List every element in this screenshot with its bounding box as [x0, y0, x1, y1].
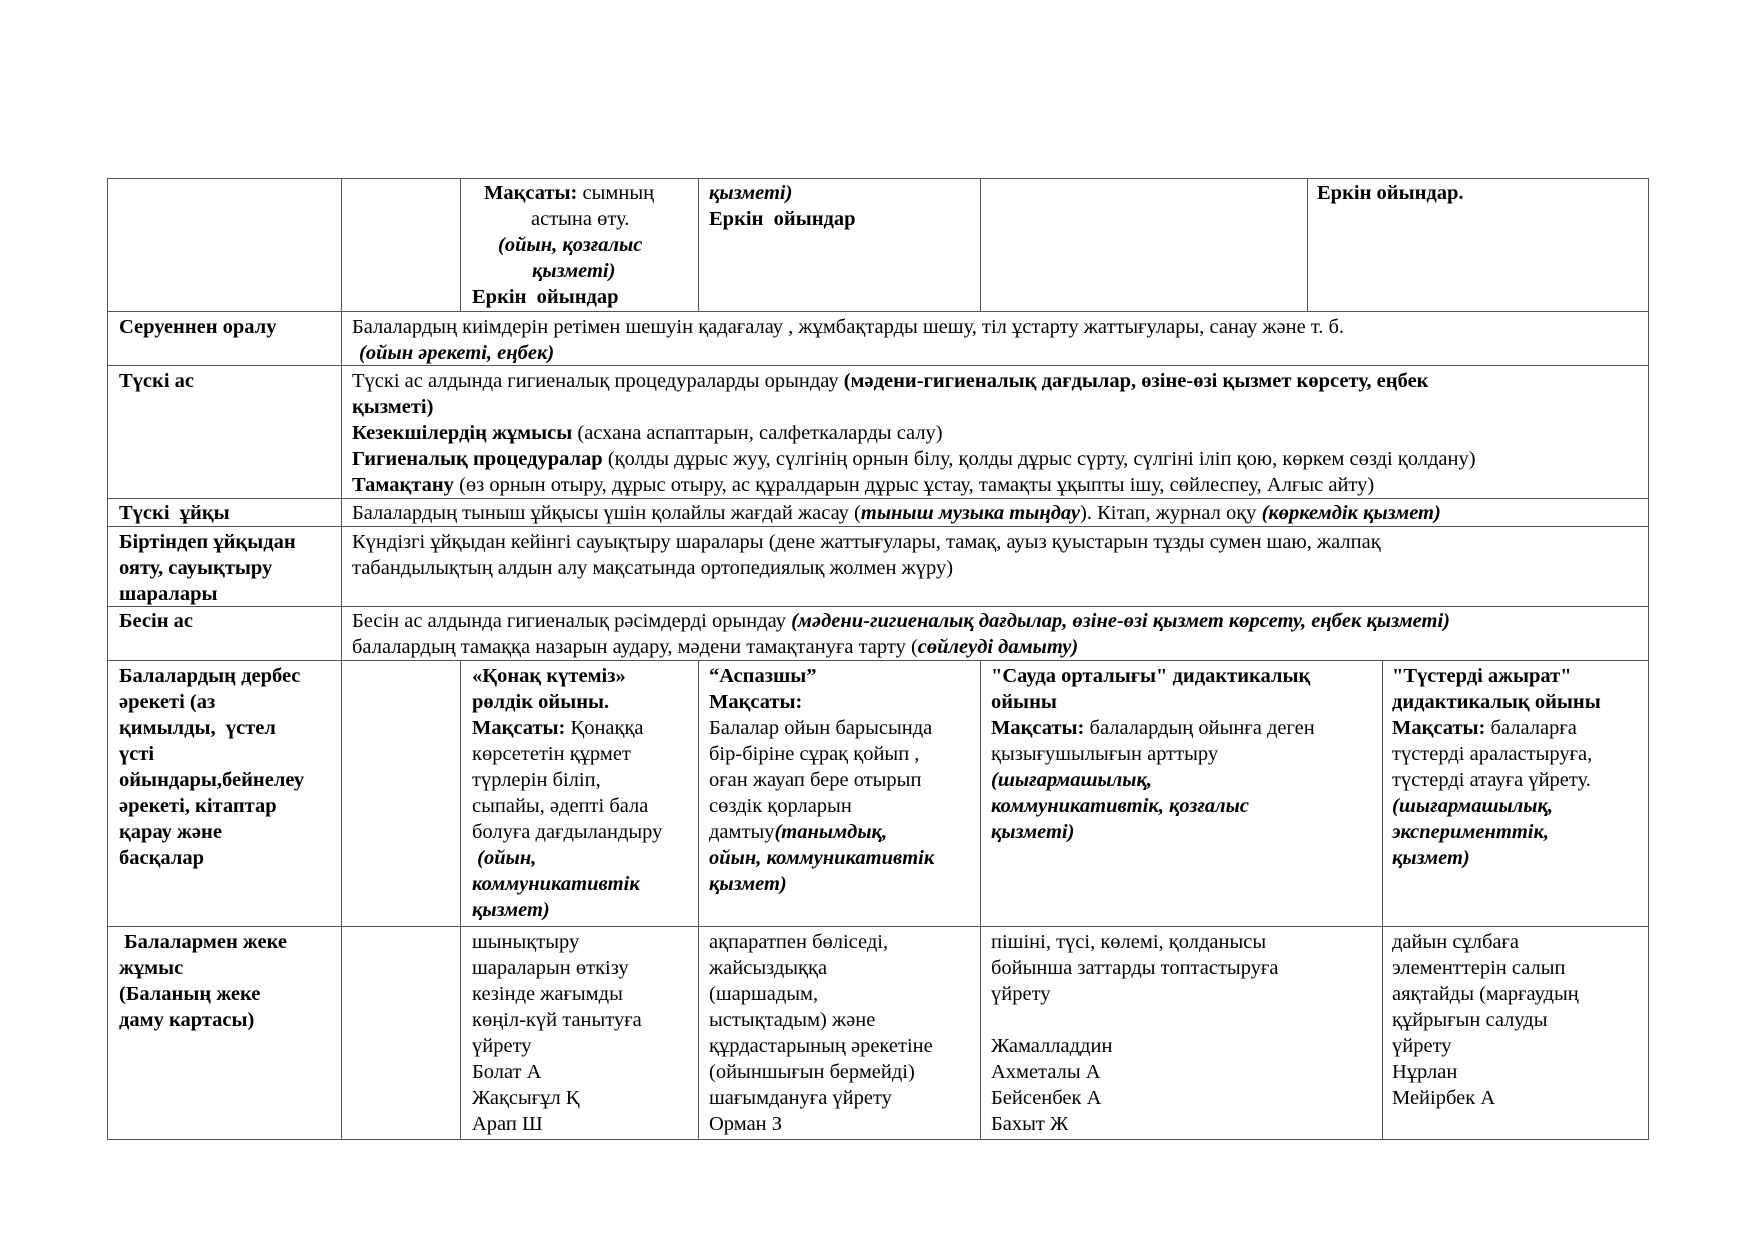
- activity-line: қызметі): [709, 182, 793, 204]
- lunch-line-1: Түскі ас алдында гигиеналық процедураларды орындау (мәдени-гигиеналық дағдылар, өзіне-өзі қызмет көрсету, еңбек: [352, 370, 1429, 392]
- aim-text: көрсететін құрмет: [472, 743, 631, 765]
- child-name: Арап Ш: [472, 1113, 543, 1135]
- child-name: Ахметалы А: [991, 1061, 1101, 1083]
- lunch-eating-line: Тамақтану (өз орнын отыру, дұрыс отыру, ас құралдарын дұрыс ұстау, тамақты ұқыпты ішу, сөйлеспеу, Алғыс айту): [352, 474, 1375, 496]
- child-name: Бейсенбек А: [991, 1087, 1102, 1109]
- activity-line: (танымдық,: [774, 821, 888, 843]
- lunch-line-2: қызметі): [352, 396, 434, 418]
- activity-line: (ойын,: [472, 847, 537, 869]
- activity-line: (шығармашылық,: [1392, 795, 1554, 817]
- aim-text: түстерді араластыруға,: [1392, 743, 1593, 765]
- text-line: астына өту.: [531, 208, 630, 230]
- free-play-text: Еркін ойындар: [709, 208, 856, 230]
- aim-text: дамтыу: [709, 821, 775, 843]
- text-line: (ойыншығын бермейді): [709, 1061, 915, 1083]
- aim-text: түстерді атауға үйрету.: [1392, 769, 1591, 791]
- text-line: аяқтайды (марғаудың: [1392, 983, 1579, 1005]
- row-label-lunch: Түскі ас: [119, 370, 195, 392]
- free-play-text: Еркін ойындар.: [1317, 182, 1464, 204]
- row-label-nap: Түскі ұйқы: [119, 502, 230, 524]
- child-name: Орман З: [709, 1113, 783, 1135]
- activity-line: (ойын, қозғалыс: [498, 234, 643, 256]
- text-line: құйрығын салуды: [1392, 1009, 1548, 1031]
- aim-label: Мақсаты:: [472, 717, 566, 739]
- aim-text: Балалар ойын барысында: [709, 717, 933, 739]
- child-name: Мейірбек А: [1392, 1087, 1496, 1109]
- text-line: үйрету: [472, 1035, 532, 1057]
- text-line: (шаршадым,: [709, 983, 819, 1005]
- text-line: дайын сұлбаға: [1392, 931, 1519, 953]
- aim-text: қызығушылығын арттыру: [991, 743, 1219, 765]
- text-line: жайсыздыққа: [709, 957, 828, 979]
- text-line: шараларын өткізу: [472, 957, 629, 979]
- aim-text: оған жауап бере отырып: [709, 769, 922, 791]
- aim-label: Мақсаты:: [709, 691, 803, 713]
- child-name: Болат А: [472, 1061, 542, 1083]
- snack-line-2: балалардың тамаққа назарын аудару, мәдени тамақтануға тарту (сөйлеуді дамыту): [352, 636, 1079, 658]
- aim-text: сыпайы, әдепті бала: [472, 795, 649, 817]
- lunch-duty-line: Кезекшілердің жұмысы (асхана аспаптарын, салфеткаларды салу): [352, 422, 943, 444]
- child-name: Жақсығұл Қ: [472, 1087, 580, 1109]
- nap-text: Балалардың тыныш ұйқысы үшін қолайлы жағдай жасау (тыныш музыка тыңдау). Кітап, журнал оқу (көркемдік қызмет): [352, 502, 1441, 524]
- activity-line: қызмет): [1392, 847, 1470, 869]
- game-title: «Қонақ күтеміз»: [472, 665, 626, 687]
- activity-line: эксперименттік,: [1392, 821, 1549, 843]
- text-line: үйрету: [1392, 1035, 1452, 1057]
- text-line: шағымдануға үйрету: [709, 1087, 892, 1109]
- aim-text: бір-біріне сұрақ қойып ,: [709, 743, 920, 765]
- activity-line: қызметі): [991, 821, 1075, 843]
- text-line: пішіні, түсі, көлемі, қолданысы: [991, 931, 1267, 953]
- game-title: "Сауда орталығы" дидактикалық: [991, 665, 1311, 687]
- child-name: Жамалладдин: [991, 1035, 1113, 1057]
- game-title: дидактикалық ойыны: [1392, 691, 1601, 713]
- text-line: элементтерін салып: [1392, 957, 1566, 979]
- text-line: ыстықтадым) және: [709, 1009, 876, 1031]
- text-line: ақпаратпен бөліседі,: [709, 931, 889, 953]
- text-line: құрдастарының әрекетіне: [709, 1035, 933, 1057]
- lunch-hygiene-line: Гигиеналық процедуралар (қолды дұрыс жуу, сүлгінің орнын білу, қолды дұрыс сүрту, сүлгіні іліп қою, көркем сөзді қолдану): [352, 448, 1476, 470]
- activity-line: коммуникативтік: [472, 873, 640, 895]
- activity-line: коммуникативтік, қозғалыс: [991, 795, 1249, 817]
- activity-line: қызмет): [472, 899, 550, 921]
- game-title: рөлдік ойыны.: [472, 691, 610, 713]
- wakeup-text-line: табандылықтың алдын алу мақсатында ортопедиялық жолмен жүру): [352, 557, 954, 579]
- aim-text: болуға дағдыландыру: [472, 821, 663, 843]
- activity-line: ойын, коммуникативтік: [709, 847, 935, 869]
- text-line: бойынша заттарды топтастыруға: [991, 957, 1279, 979]
- aim-text: сөздік қорларын: [709, 795, 852, 817]
- activity-line: қызметі): [532, 260, 616, 282]
- snack-line-1: Бесін ас алдында гигиеналық рәсімдерді орындау (мәдени-гигиеналық дағдылар, өзіне-өзі қызмет көрсету, еңбек қызметі): [352, 610, 1450, 632]
- game-title: “Аспазшы”: [709, 665, 817, 687]
- row-label-snack: Бесін ас: [119, 610, 193, 632]
- text-line: көңіл-күй танытуға: [472, 1009, 642, 1031]
- text-line: үйрету: [991, 983, 1051, 1005]
- game-title: "Түстерді ажырат": [1392, 665, 1572, 687]
- aim-label: Мақсаты:: [991, 717, 1085, 739]
- wakeup-text-line: Күндізгі ұйқыдан кейінгі сауықтыру шаралары (дене жаттығулары, тамақ, ауыз қуыстарын тұзды сумен шаю, жалпақ: [352, 531, 1381, 553]
- aim-label: Мақсаты:: [484, 182, 578, 204]
- text-line: шынықтыру: [472, 931, 580, 953]
- row-label-walk-return: Серуеннен оралу: [119, 316, 277, 338]
- aim-label: Мақсаты:: [1392, 717, 1486, 739]
- child-name: Нұрлан: [1392, 1061, 1458, 1083]
- activity-line: қызмет): [709, 873, 787, 895]
- aim-text: түрлерін біліп,: [472, 769, 601, 791]
- free-play-text: Еркін ойындар: [472, 286, 619, 308]
- activity-line: (шығармашылық,: [991, 769, 1153, 791]
- aim-text: сымның: [582, 182, 655, 204]
- text-line: кезінде жағымды: [472, 983, 623, 1005]
- walk-return-text: Балалардың киімдерін ретімен шешуін қадағалау , жұмбақтарды шешу, тіл ұстарту жаттығулары, санау және т. б.: [352, 316, 1345, 338]
- game-title: ойыны: [991, 691, 1057, 713]
- child-name: Бахыт Ж: [991, 1113, 1069, 1135]
- walk-return-activity: (ойын әрекеті, еңбек): [359, 342, 555, 364]
